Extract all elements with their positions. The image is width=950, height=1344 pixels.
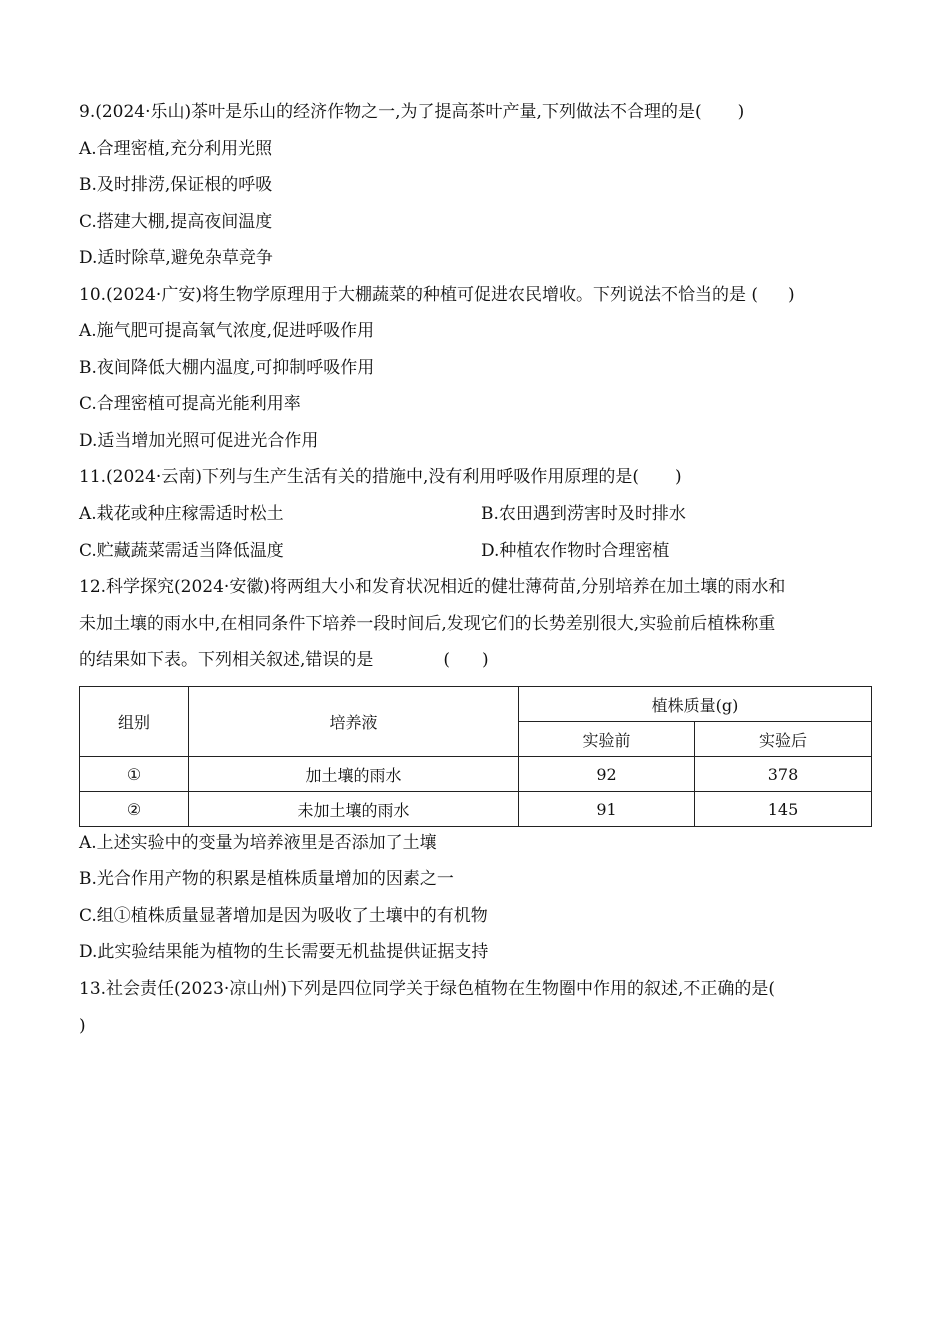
q12-option-b: B.光合作用产物的积累是植株质量增加的因素之一 [79, 869, 454, 889]
q12-option-c: C.组①植株质量显著增加是因为吸收了土壤中的有机物 [79, 906, 488, 926]
q12-option-a: A.上述实验中的变量为培养液里是否添加了土壤 [79, 833, 437, 853]
q10-option-c: C.合理密植可提高光能利用率 [79, 394, 301, 414]
q10-option-a: A.施气肥可提高氧气浓度,促进呼吸作用 [79, 321, 375, 341]
table-row [80, 757, 872, 792]
row-medium: 加土壤的雨水 [189, 757, 519, 792]
q11-option-c: C.贮藏蔬菜需适当降低温度 [79, 541, 284, 561]
q11-option-b: B.农田遇到涝害时及时排水 [481, 504, 686, 524]
table-row [80, 792, 872, 827]
header-before: 实验前 [519, 722, 695, 757]
question-9-stem: 9.(2024·乐山)茶叶是乐山的经济作物之一,为了提高茶叶产量,下列做法不合理的是( ) [79, 102, 745, 122]
q10-option-b: B.夜间降低大棚内温度,可抑制呼吸作用 [79, 358, 375, 378]
q10-option-d: D.适当增加光照可促进光合作用 [79, 431, 319, 451]
q9-option-a: A.合理密植,充分利用光照 [79, 139, 273, 159]
row-before: 91 [519, 792, 695, 827]
q12-option-d: D.此实验结果能为植物的生长需要无机盐提供证据支持 [79, 942, 489, 962]
row-group: ① [80, 757, 189, 792]
question-13-close-paren: ) [79, 1016, 86, 1036]
question-12-line-1: 12.科学探究(2024·安徽)将两组大小和发育状况相近的健壮薄荷苗,分别培养在加土壤的雨水和 [79, 577, 786, 597]
q11-option-a: A.栽花或种庄稼需适时松土 [79, 504, 284, 524]
row-after: 378 [695, 757, 872, 792]
q9-option-b: B.及时排涝,保证根的呼吸 [79, 175, 273, 195]
question-13-stem: 13.社会责任(2023·凉山州)下列是四位同学关于绿色植物在生物圈中作用的叙述,不正确的是( [79, 979, 776, 999]
header-medium: 培养液 [189, 687, 519, 757]
question-11-stem: 11.(2024·云南)下列与生产生活有关的措施中,没有利用呼吸作用原理的是( ) [79, 467, 682, 487]
row-group: ② [80, 792, 189, 827]
header-group: 组别 [80, 687, 189, 757]
q9-option-c: C.搭建大棚,提高夜间温度 [79, 212, 273, 232]
header-after: 实验后 [695, 722, 872, 757]
q9-option-d: D.适时除草,避免杂草竞争 [79, 248, 273, 268]
question-12-line-2: 未加土壤的雨水中,在相同条件下培养一段时间后,发现它们的长势差别很大,实验前后植株称重 [79, 614, 776, 634]
question-10-stem: 10.(2024·广安)将生物学原理用于大棚蔬菜的种植可促进农民增收。下列说法不恰当的是 ( ) [79, 285, 795, 305]
row-before: 92 [519, 757, 695, 792]
header-plant-mass: 植株质量(g) [519, 687, 872, 722]
question-12-line-3: 的结果如下表。下列相关叙述,错误的是 ( ) [79, 650, 489, 670]
q11-option-d: D.种植农作物时合理密植 [481, 541, 670, 561]
row-after: 145 [695, 792, 872, 827]
row-medium: 未加土壤的雨水 [189, 792, 519, 827]
experiment-table [79, 686, 872, 827]
